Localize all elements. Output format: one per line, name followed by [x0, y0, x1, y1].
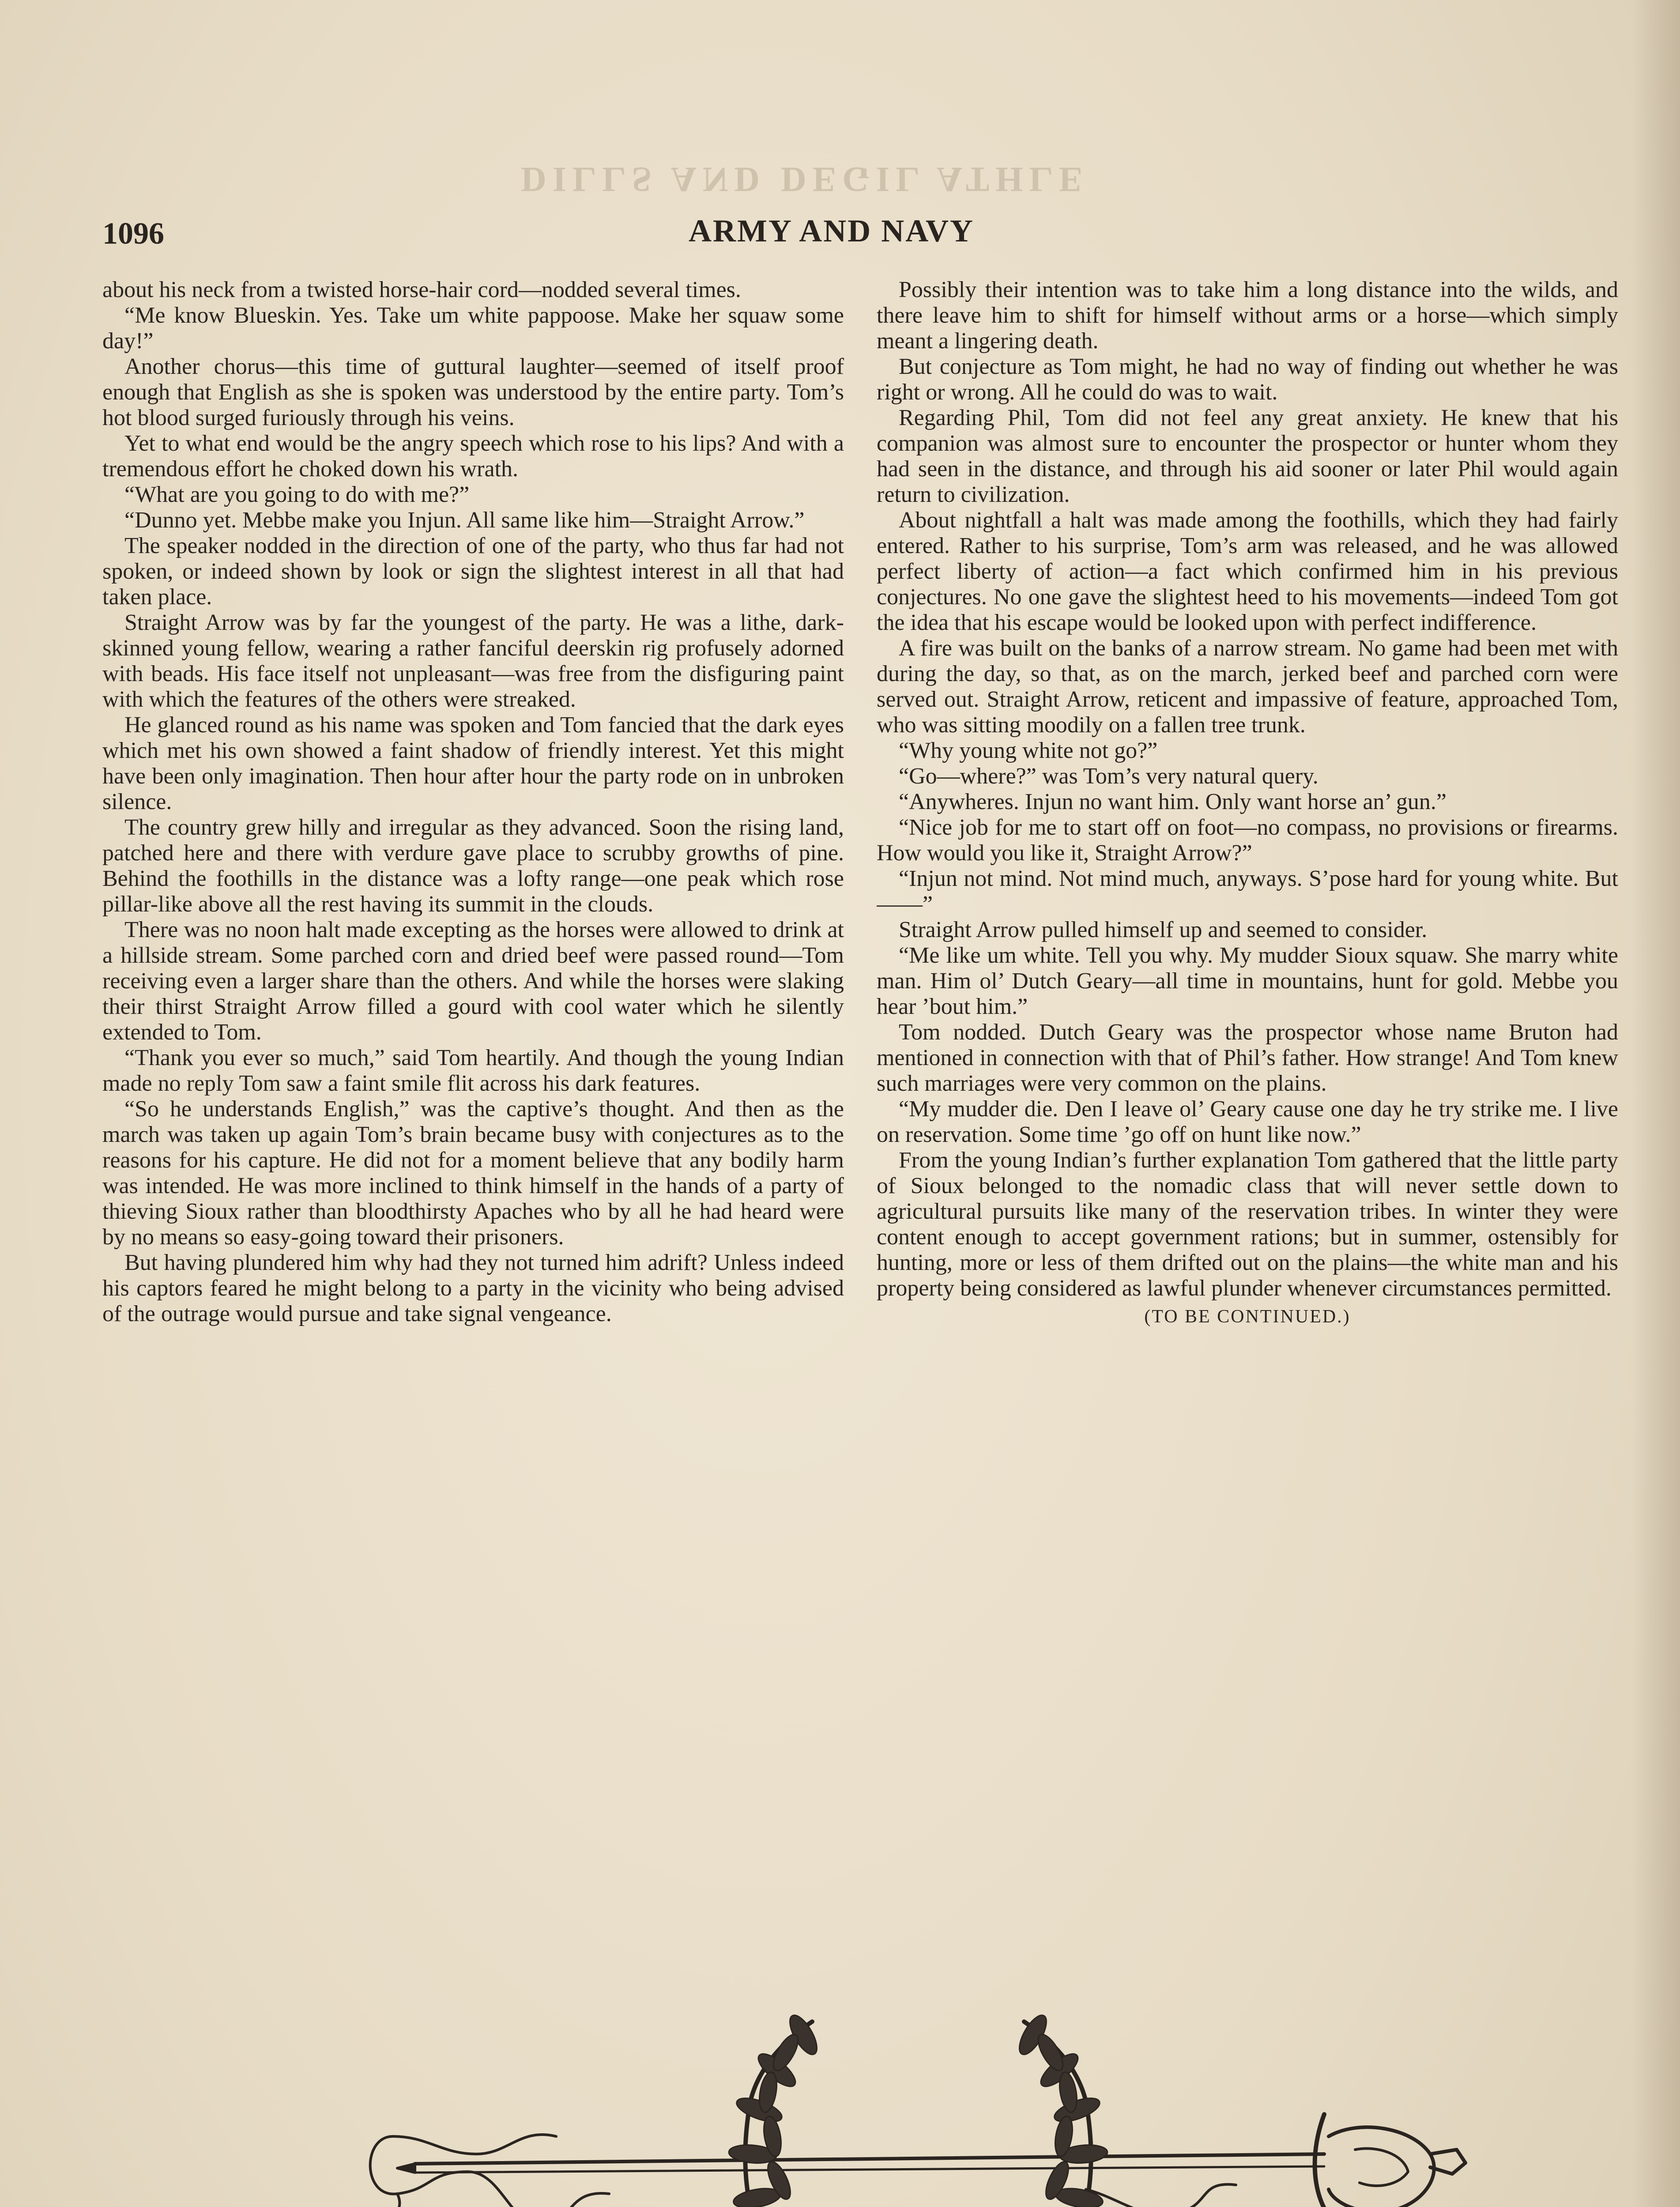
paragraph: Another chorus—this time of guttural laughter—seemed of itself proof enough that English as she is spoken was understood by the entire party. Tom’s hot blood surged furiously through his veins.: [102, 354, 844, 430]
right-column: [877, 277, 1618, 1778]
paragraph: “Me like um white. Tell you why. My mudder Sioux squaw. She marry white man. Him ol’ Dutch Geary—all time in mountains, hunt for gold. Mebbe you hear ’bout him.”: [877, 943, 1618, 1019]
paragraph: About nightfall a halt was made among the foothills, which they had fairly entered. Rather to his surprise, Tom’s arm was released, and he was allowed perfect liberty of action—a fact which confirmed him in his previous conjectures. No one gave the slightest heed to his movements—indeed Tom got the idea that his escape would be looked upon with perfect indifference.: [877, 508, 1618, 635]
paragraph: Straight Arrow pulled himself up and seemed to consider.: [899, 917, 1428, 942]
paragraph: “Thank you ever so much,” said Tom heartily. And though the young Indian made no reply Tom saw a faint smile flit across his dark features.: [102, 1045, 844, 1096]
paragraph: From the young Indian’s further explanation Tom gathered that the little party of Sioux belonged to the nomadic class that will never settle down to agricultural pursuits like many of the reservation tribes. In winter they were content enough to accept government rations; but in summer, ostensibly for hunting, more or less of them drifted out on the plains—the white man and his property being considered as lawful plunder whenever circumstances permitted.: [877, 1148, 1618, 1301]
paragraph: “Nice job for me to start off on foot—no compass, no provisions or firearms. How would you like it, Straight Arrow?”: [877, 815, 1618, 866]
paragraph: “Injun not mind. Not mind much, anyways. S’pose hard for young white. But——”: [877, 866, 1618, 917]
paragraph: “Me know Blueskin. Yes. Take um white pappoose. Make her squaw some day!”: [102, 303, 844, 354]
page-number: 1096: [102, 217, 164, 251]
paragraph: “Dunno yet. Mebbe make you Injun. All same like him—Straight Arrow.”: [124, 508, 805, 533]
running-head: ARMY AND NAVY: [689, 213, 974, 249]
paragraph: “Go—where?” was Tom’s very natural query.: [899, 764, 1318, 789]
paragraph: There was no noon halt made excepting as the horses were allowed to drink at a hillside stream. Some parched corn and dried beef were passed round—Tom receiving even a larger share than the others. And while the horses were slaking their thirst Straight Arrow filled a gourd with cool water which he silently extended to Tom.: [102, 917, 844, 1045]
paragraph: The speaker nodded in the direction of one of the party, who thus far had not spoken, or indeed shown by look or sign the slightest interest in all that had taken place.: [102, 533, 844, 610]
paragraph: “Why young white not go?”: [899, 738, 1158, 763]
paragraph: But conjecture as Tom might, he had no way of finding out whether he was right or wrong. All he could do was to wait.: [877, 354, 1618, 405]
page-edge-shadow: [1631, 0, 1680, 2207]
left-column: [102, 277, 844, 1778]
paragraph: He glanced round as his name was spoken and Tom fancied that the dark eyes which met his own showed a faint shadow of friendly interest. Yet this might have been only imagination. Then hour after hour the party rode on in unbroken silence.: [102, 712, 844, 814]
paragraph: “What are you going to do with me?”: [124, 482, 470, 507]
bleed-through-text: DILLS AND DEGIL ATHLE: [521, 160, 1089, 199]
paragraph: “My mudder die. Den I leave ol’ Geary cause one day he try strike me. I live on reservation. Some time ’go off on hunt like now.”: [877, 1096, 1618, 1147]
paragraph: Regarding Phil, Tom did not feel any great anxiety. He knew that his companion was almost sure to encounter the prospector or hunter whom they had seen in the distance, and through his aid sooner or later Phil would again return to civilization.: [877, 405, 1618, 507]
wreath-and-sword-icon: [362, 2004, 1474, 2207]
paragraph: Tom nodded. Dutch Geary was the prospector whose name Bruton had mentioned in connection with that of Phil’s father. How strange! And Tom knew such marriages were very common on the plains.: [877, 1020, 1618, 1096]
paragraph: Yet to what end would be the angry speech which rose to his lips? And with a tremendous effort he choked down his wrath.: [102, 431, 844, 482]
to-be-continued: (TO BE CONTINUED.): [1144, 1307, 1351, 1327]
paragraph: Straight Arrow was by far the youngest of the party. He was a lithe, dark-skinned young fellow, wearing a rather fanciful deerskin rig profusely adorned with beads. His face itself not unpleasant—was free from the disfiguring paint with which the features of the others were streaked.: [102, 610, 844, 712]
paragraph: The country grew hilly and irregular as they advanced. Soon the rising land, patched here and there with verdure gave place to scrubby growths of pine. Behind the foothills in the distance was a lofty range—one peak which rose pillar-like above all the rest having its summit in the clouds.: [102, 815, 844, 917]
paragraph: But having plundered him why had they not turned him adrift? Unless indeed his captors feared he might belong to a party in the vicinity who being advised of the outrage would pursue and take signal vengeance.: [102, 1250, 844, 1326]
paragraph: Possibly their intention was to take him a long distance into the wilds, and there leave him to shift for himself without arms or a horse—which simply meant a lingering death.: [877, 277, 1618, 354]
paragraph: “So he understands English,” was the captive’s thought. And then as the march was taken up again Tom’s brain became busy with conjectures as to the reasons for his capture. He did not for a moment believe that any bodily harm was intended. He was more inclined to think himself in the hands of a party of thieving Sioux rather than bloodthirsty Apaches who by all he had heard were by no means so easy-going toward their prisoners.: [102, 1096, 844, 1250]
paragraph: about his neck from a twisted horse-hair cord—nodded several times.: [102, 277, 741, 302]
paragraph: “Anywheres. Injun no want him. Only want horse an’ gun.”: [899, 789, 1446, 814]
paragraph: A fire was built on the banks of a narrow stream. No game had been met with during the day, so that, as on the march, jerked beef and parched corn were served out. Straight Arrow, reticent and impassive of feature, approached Tom, who was sitting moodily on a fallen tree trunk.: [877, 636, 1618, 738]
